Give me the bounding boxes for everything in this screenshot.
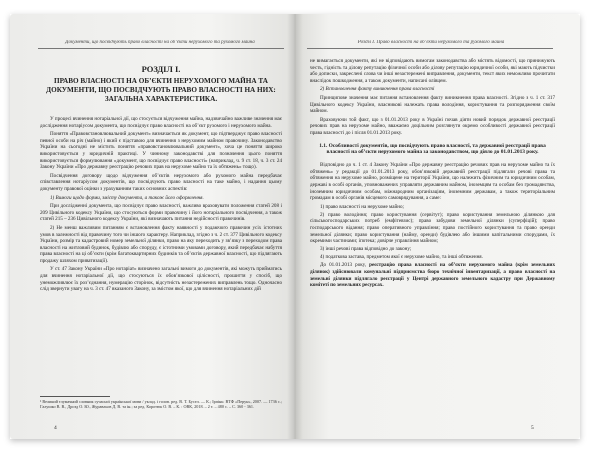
paragraph: При дослідженні документа, що посвідчує право власності, важливо враховувати положення статей 208 і 209 Цивільного кодексу України, що стосуються форми правочину і його нотаріального посвідчення, а також статей 215 – 236 Цивільного кодексу України, які визначають питання недійсності правочинів.: [40, 203, 282, 223]
page-number: 4: [54, 425, 57, 431]
list-item-heading: 2) Встановлення факту виникнення права власності: [320, 86, 435, 93]
paragraph: не вимагається документи, які не відповідають вимогам законодавства або містять відомості, що принижують честь, гідність та ділову репутацію фізичної особи або ділову репутацію юридичної особи, які мають підчистки або дописки, закреслені слова чи інші незастережені виправлення, документи, текст яких неможливо прочитати внаслідок пошкодження, а також документи, написані олівцем.: [310, 58, 555, 84]
list-item: 2) право володіння; право користування (сервітут); право користування земельною ділянкою для сільськогосподарських потреб (емфітевзис); право забудови земельної ділянки (суперфіцій); право господарського відання; право оперативного управління; право постійного користування та право оренди земельної ділянки; право користування (найму, оренди) будівлею або іншими капітальними спорудами, їх окремими частинами; іпотека; довірче управління майном;: [310, 211, 555, 245]
list-item-heading: 1) Вимоги щодо форми, змісту документа, а також його оформлення.: [50, 194, 204, 201]
header-rule: [307, 48, 553, 49]
paragraph: Поняття «Правовстановлювальний документ» визначається як документ, що підтверджує право власності певної особи на річ (майно) і який є підставою для вчинення з нерухомим майном правочину. Законодавство України на сьогодні не містить поняття «правовстановлювальний документ», хоча це поняття широко використовується у юридичній практиці. У чинному законодавстві для позначення цього поняття використовується формулювання «документ, що посвідчує право власності» (наприклад, ч. 9 ст. 18, ч. 3 ст. 24 Закону України «Про державну реєстрацію речових прав на нерухоме майно та їх обтяжень» тощо).: [40, 131, 282, 171]
open-book: [10, 14, 580, 439]
running-head: Розділ І. Право власності на об’єкти нерухомого та рухомого майна: [357, 40, 505, 45]
chapter-title: ПРАВО ВЛАСНОСТІ НА ОБ’ЄКТИ НЕРУХОМОГО МАЙНА ТА ДОКУМЕНТИ, ЩО ПОСВІДЧУЮТЬ ПРАВО ВЛАСНОСТІ НА НИХ: ЗАГАЛЬНА ХАРАКТЕРИСТИКА.: [46, 77, 276, 103]
list-item: 4) податкова застава, предметом якої є нерухоме майно, та інші обтяження.: [320, 254, 483, 261]
bold-emphasis: реєстрацію права власності на об’єкти нерухомого майна (крім земельних ділянок) здійснювали комунальні підприємства бюро технічної інвентаризації, а право власності на земельні ділянки підлягало реєстрації у Центрі державного земельного кадастру при Державному комітеті по земельних ресурсах.: [310, 262, 555, 289]
right-page-content: [310, 58, 555, 291]
paragraph: Відповідно до ч. 1 ст. 4 Закону України «Про державну реєстрацію речових прав на нерухоме майно та їх обтяжень» у редакції до 01.01.2013 року, обов’язковій державній реєстрації підлягали речові права та обтяження на нерухоме майно, розміщене на території України, що належить фізичним та юридичним особам, державі в особі органів, уповноважених управляти державним майном, іноземцям та особам без громадянства, іноземним юридичним особам, міжнародним організаціям, іноземним державам, а також територіальним громадам в особі органів місцевого самоврядування, а саме:: [310, 162, 555, 202]
paragraph: У процесі вчинення нотаріальної дії, що стосується відчуження майна, надзвичайно важливе значення має дослідження нотаріусом документа, що посвідчує право власності на об’єкт рухомого і нерухомого майна.: [40, 116, 282, 129]
paragraph: Принципове значення має питання встановлення факту виникнення права власності. Згідно з ч. 1 ст. 317 Цивільного кодексу України, власникові належать права володіння, користування та розпорядження своїм майном.: [310, 94, 555, 115]
paragraph: Враховуючи той факт, що з 01.01.2013 року в Україні почав діяти новий порядок державної реєстрації речових прав на нерухоме майно, вважаємо доцільним розглянути окремо особливості державної реєстрації права власності до і після 01.01.2013 року.: [310, 116, 555, 136]
list-item: 1) право власності на нерухоме майно;: [320, 203, 404, 210]
left-page-content: [40, 54, 282, 295]
section-heading: 1.1. Особливості документів, що посвідчують право власності, та державної реєстрації права власності на об’єкти нерухомого майна за законодавством, що діяло до 01.01.2013 року.: [319, 142, 546, 156]
paragraph: Посвідчення договору щодо відчуження об’єктів нерухомого або рухомого майна передбачає співставлення нотаріусом документів, що посвідчують право власності на таке майно, і надання цьому документу правової оцінки з урахуванням таких основних аспектів:: [40, 172, 282, 192]
header-rule: [38, 48, 284, 49]
paragraph: У ст. 47 Закону України «Про нотаріат» визначено загальні вимоги до документів, які можуть прийматись для вчинення нотаріальної дії, що стосуються їх обов’язкової цілісності, прошиття у спосіб, що унеможливлює їх роз’єднання, нумерацію сторінок, відсутність незастережених виправлень тощо. Одночасно слід звернути увагу на ч. 3 ст. 47 вказаного Закону, за змістом якої, що для вчинення нотаріальних дій: [40, 266, 282, 293]
chapter-number: РОЗДІЛ І.: [141, 64, 181, 74]
paragraph: [310, 262, 555, 288]
paragraph: 2) Не менш важливим питанням є встановлення факту наявності у подаючого правочин усіх істотних умов в залежності від правочину того чи іншого характеру. Наприклад, згідно з ч. 2 ст. 377 Цивільного кодексу України, розмір та кадастровий номер земельної ділянки, право на яку переходить у зв’язку з переходом права власності на житловий будинок, будівлю або споруду, є істотними умовами договору, який передбачає набуття права власності на ці об’єкти (крім багатоквартирних будинків та об’єктів державної власності, що підлягають продажу шляхом приватизації).: [40, 224, 282, 264]
running-head: Документи, що посвідчують право власності на об’єкти нерухомого та рухомого майна: [65, 40, 255, 45]
footnote: ¹ Великий тлумачний словник сучасної української мови / уклад. і голов. ред. В. Т. Бусел. — К.; Ірпінь: ВТФ «Перун», 2007. — 1736 с.; Галушко В. В., Дрозд О. Ю., Журавльов Д. В. та ін.; за ред. Коротюк О. В. – К. : ОВК, 2018. – 2 т. – 480 с. – С. 360 - 361.: [40, 399, 282, 409]
paragraph-lead: До 01.01.2013 року,: [320, 262, 370, 269]
right-page: [295, 14, 580, 439]
left-page: [10, 14, 295, 439]
footnote-rule: [40, 396, 110, 397]
page-number: 5: [531, 425, 534, 431]
rights-list: [310, 204, 555, 261]
list-item: 3) інші речові права відповідно до закону;: [320, 246, 412, 253]
